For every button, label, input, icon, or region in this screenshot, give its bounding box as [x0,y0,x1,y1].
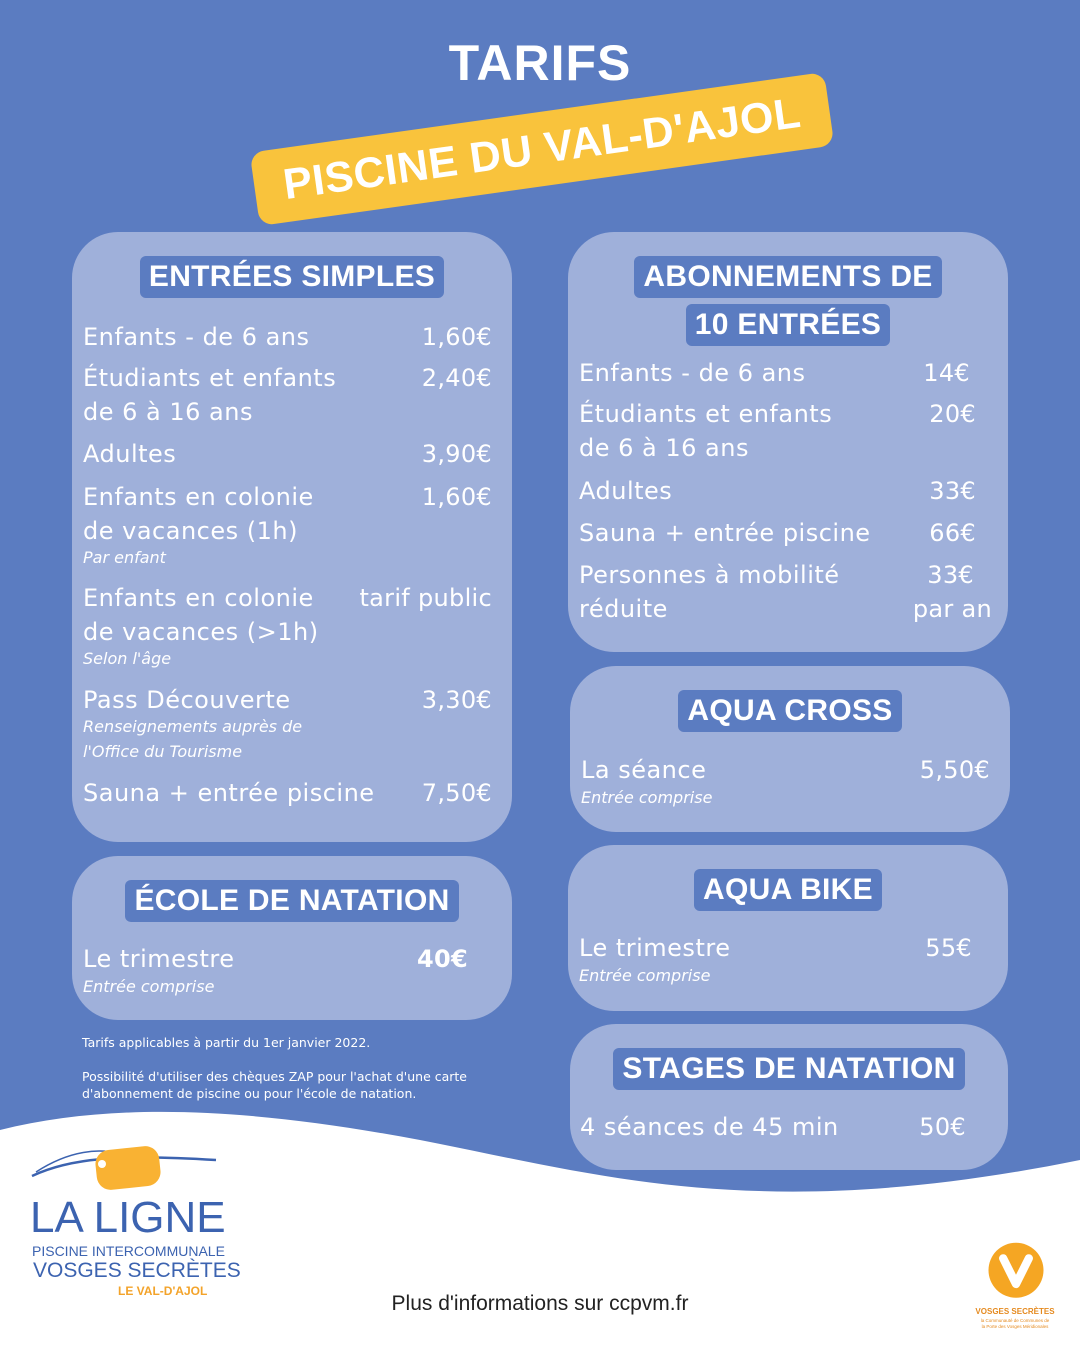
row-price: par an [912,595,992,623]
row-price: 14€ [923,359,970,387]
card-title [72,256,512,298]
card-title-text: AQUA BIKE [694,869,882,911]
buoy-logo-icon [30,1140,220,1200]
page-title: TARIFS [448,35,632,91]
row-price: 3,90€ [421,440,492,468]
row-label: Le trimestre [83,945,235,973]
row-label: Enfants - de 6 ans [579,359,806,387]
logo-main-text: LA LIGNE [30,1193,226,1242]
row-label: de vacances (>1h) [83,618,319,646]
card-title [72,880,512,922]
row-price: 20€ [929,400,976,428]
card-title [568,869,1008,911]
partner-logo-icon [980,1240,1052,1306]
card-title-text: ENTRÉES SIMPLES [140,256,444,298]
row-price: 50€ [919,1113,966,1141]
fine-print: Tarifs applicables à partir du 1er janvier 2022. [82,1035,371,1050]
partner-subtitle: la Porte des Vosges Méridionales [981,1324,1049,1329]
card-title-text: AQUA CROSS [678,690,901,732]
row-price: 55€ [925,934,972,962]
row-label: Enfants - de 6 ans [83,323,310,351]
row-price: 7,50€ [421,779,492,807]
row-price: 66€ [929,519,976,547]
logo-subtitle: LE VAL-D'AJOL [118,1284,208,1298]
row-note: Entrée comprise [581,788,713,807]
row-label: Enfants en colonie [83,483,314,511]
row-price: 2,40€ [421,364,492,392]
row-price: 33€ [927,561,974,589]
card-title-text: STAGES DE NATATION [613,1048,964,1090]
row-label: Sauna + entrée piscine [579,519,871,547]
row-price: 40€ [417,945,468,973]
row-note: Entrée comprise [83,977,215,996]
banner-text: PISCINE DU VAL-D'AJOL [280,88,804,209]
row-label: Pass Découverte [83,686,291,714]
card-title-text: ABONNEMENTS DE [634,256,941,298]
row-price: 1,60€ [421,323,492,351]
card-title [568,256,1008,346]
card-abonnements [568,232,1008,652]
row-label: Étudiants et enfants [579,400,833,428]
card-entrees-simples [72,232,512,842]
row-note: Renseignements auprès de [83,717,303,736]
footer-info[interactable]: Plus d'informations sur ccpvm.fr [391,1292,689,1315]
card-stages-natation [570,1024,1008,1170]
row-label: 4 séances de 45 min [580,1113,839,1141]
row-label: de 6 à 16 ans [83,398,253,426]
card-title-text: 10 ENTRÉES [686,304,890,346]
card-title [570,690,1010,732]
partner-name: VOSGES SECRÈTES [975,1307,1055,1316]
row-label: de vacances (1h) [83,517,298,545]
row-label: Enfants en colonie [83,584,314,612]
row-note: Par enfant [83,548,166,567]
row-price: tarif public [359,584,492,612]
card-ecole-natation [72,856,512,1020]
row-label: réduite [579,595,668,623]
row-label: La séance [581,756,707,784]
row-label: Le trimestre [579,934,731,962]
row-note: l'Office du Tourisme [83,742,243,761]
card-title-text: ÉCOLE DE NATATION [125,880,458,922]
fine-print: d'abonnement de piscine ou pour l'école de natation. [82,1086,417,1101]
partner-subtitle: la Communauté de Communes de [980,1318,1050,1323]
card-title [570,1048,1008,1090]
fine-print: Possibilité d'utiliser des chèques ZAP pour l'achat d'une carte [82,1069,467,1084]
logo-subtitle: VOSGES SECRÈTES [33,1259,241,1282]
row-label: Sauna + entrée piscine [83,779,375,807]
row-price: 33€ [929,477,976,505]
row-label: de 6 à 16 ans [579,434,749,462]
row-label: Adultes [83,440,177,468]
row-price: 1,60€ [421,483,492,511]
row-label: Personnes à mobilité [579,561,840,589]
row-note: Entrée comprise [579,966,711,985]
logo-subtitle: PISCINE INTERCOMMUNALE [32,1243,225,1259]
card-aqua-bike [568,845,1008,1011]
row-label: Étudiants et enfants [83,364,337,392]
row-price: 3,30€ [421,686,492,714]
row-price: 5,50€ [919,756,990,784]
row-note: Selon l'âge [83,649,172,668]
row-label: Adultes [579,477,673,505]
card-aqua-cross [570,666,1010,832]
